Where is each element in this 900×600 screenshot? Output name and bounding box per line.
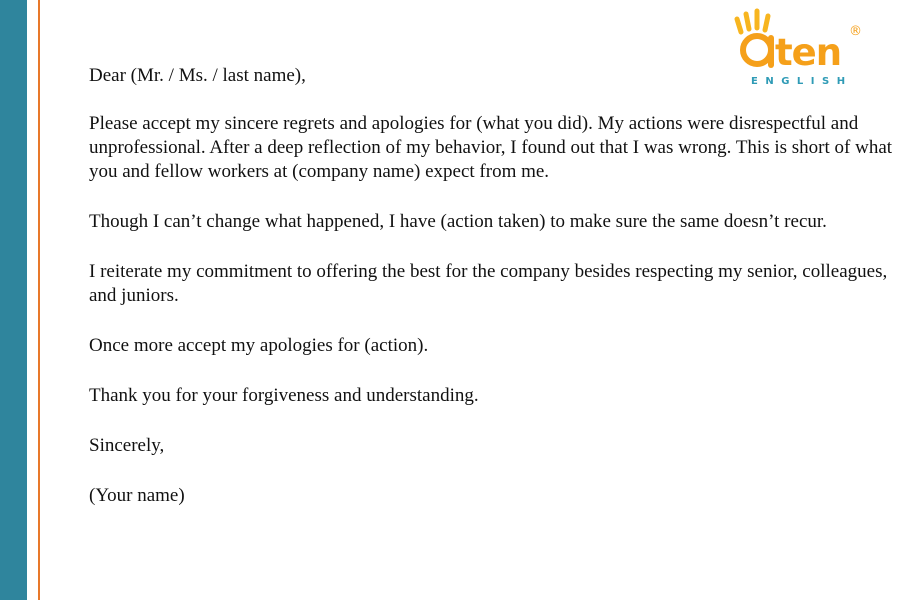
letter-paragraph: Please accept my sincere regrets and apologies for (what you did). My actions were disrespectful and unprofessional. After a deep reflection of my behavior, I found out that I was wrong. This is short of what you and fellow workers at (company name) expect from me. (89, 113, 893, 182)
letter-paragraph: Thank you for your forgiveness and understanding. (89, 385, 479, 406)
logo-tagline: ENGLISH (751, 76, 853, 86)
letter-signature: (Your name) (89, 485, 185, 506)
letter-closing: Sincerely, (89, 435, 165, 456)
letter-salutation: Dear (Mr. / Ms. / last name), (89, 65, 306, 86)
logo-registered-mark: ® (849, 24, 862, 39)
letter-paragraph: Though I can’t change what happened, I have (action taken) to make sure the same doesn’t recur. (89, 211, 827, 232)
left-accent-line (38, 0, 40, 600)
letter-paragraph: I reiterate my commitment to offering the best for the company besides respecting my senior, colleagues, and juniors. (89, 261, 888, 306)
logo-wordmark: ten (775, 31, 842, 74)
letter-body (89, 64, 893, 508)
logo-a-shape (743, 36, 771, 64)
hand-icon (737, 11, 768, 32)
left-color-bar (0, 0, 27, 600)
letter-paragraph: Once more accept my apologies for (action). (89, 335, 429, 356)
